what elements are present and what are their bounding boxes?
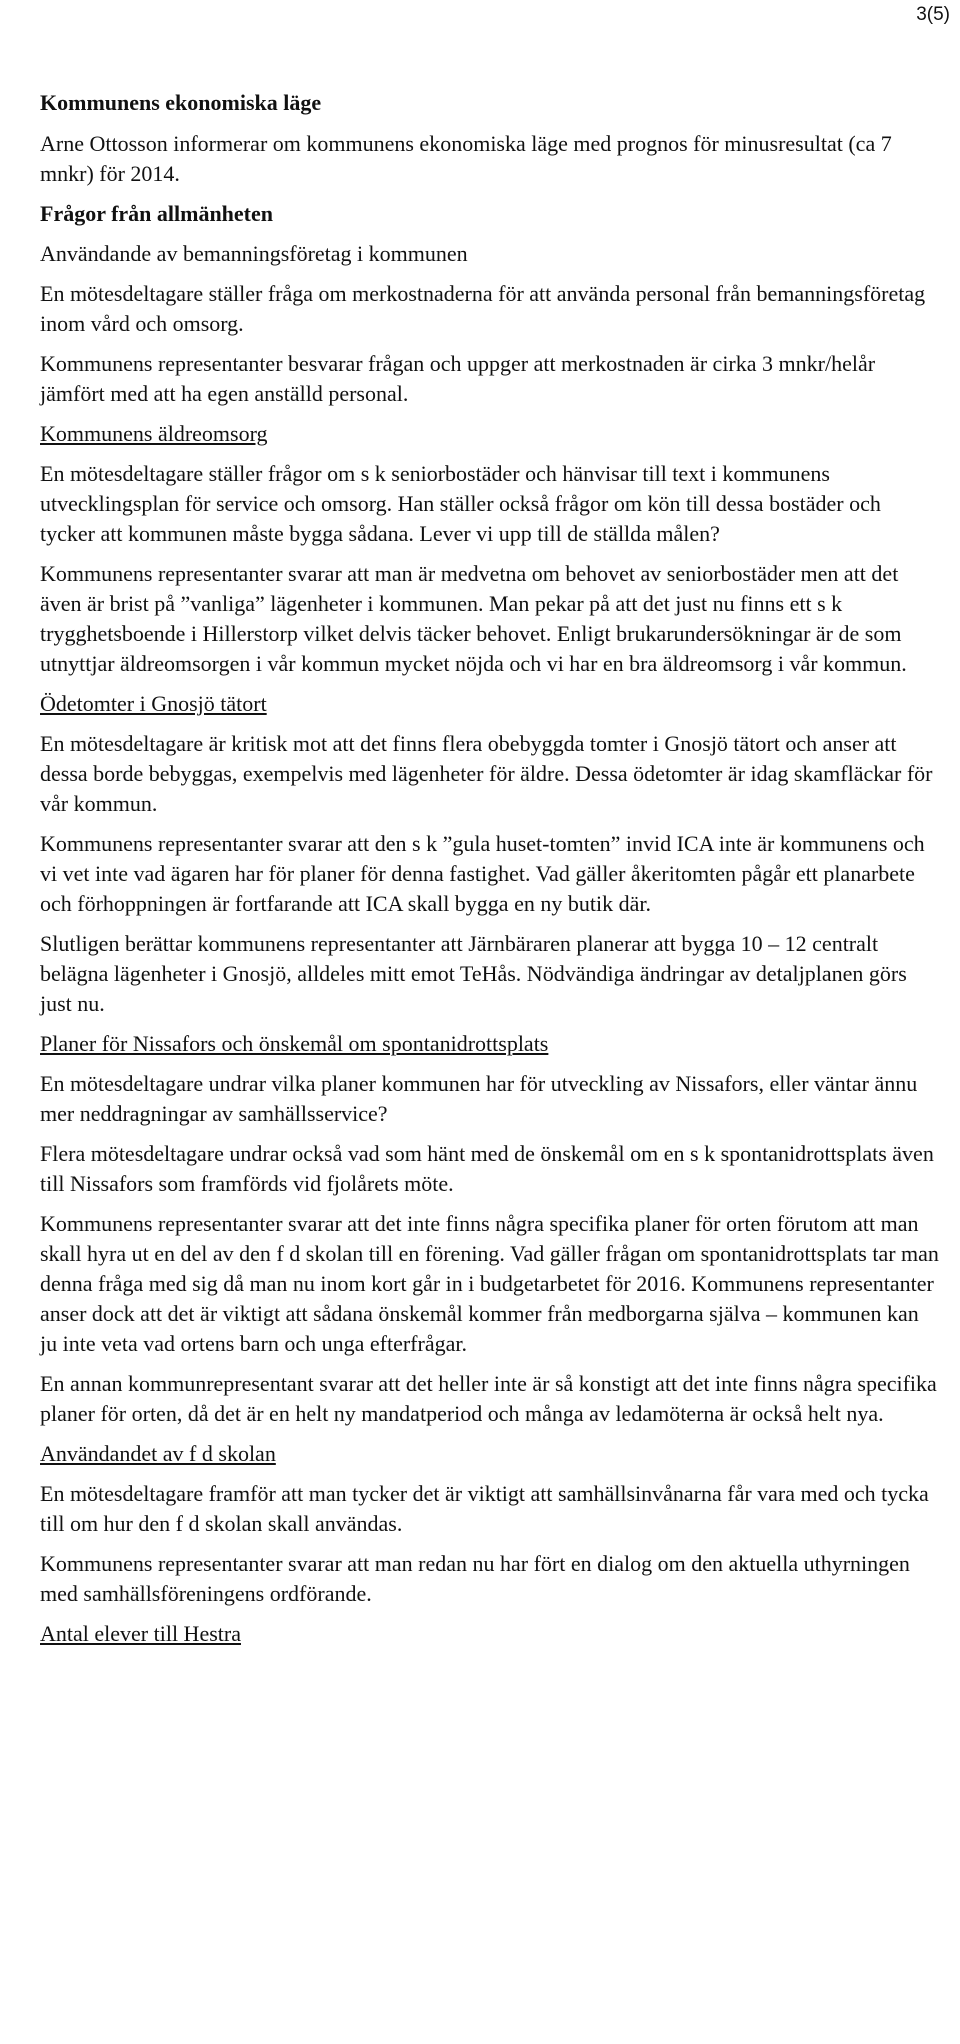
- paragraph: En mötesdeltagare ställer fråga om merkostnaderna för att använda personal från bemanningsföretag inom vård och omsorg.: [40, 281, 926, 336]
- section-heading-nissafors: Planer för Nissafors och önskemål om spontanidrottsplats: [40, 1031, 549, 1056]
- document-body: [40, 88, 940, 1649]
- paragraph: En mötesdeltagare är kritisk mot att det finns flera obebyggda tomter i Gnosjö tätort och anser att dessa borde bebyggas, exempelvis med lägenheter för äldre. Dessa ödetomter är idag skamfläckar för vår kommun.: [40, 731, 933, 816]
- paragraph: Kommunens representanter svarar att det inte finns några specifika planer för orten förutom att man skall hyra ut en del av den f d skolan till en förening. Vad gäller frågan om spontanidrottsplats tar man denna fråga med sig då man nu inom kort går in i budgetarbetet för 2016. Kommunens representanter anser dock att det är viktigt att sådana önskemål kommer från medborgarna själva – kommunen kan ju inte veta vad ortens barn och unga efterfrågar.: [40, 1211, 939, 1356]
- paragraph: En mötesdeltagare framför att man tycker det är viktigt att samhällsinvånarna får vara med och tycka till om hur den f d skolan skall användas.: [40, 1481, 929, 1536]
- subheading-bemanning: Användande av bemanningsföretag i kommunen: [40, 241, 468, 266]
- section-heading-aldreomsorg: Kommunens äldreomsorg: [40, 421, 268, 446]
- paragraph: Flera mötesdeltagare undrar också vad som hänt med de önskemål om en s k spontanidrottsplats även till Nissafors som framförds vid fjolårets möte.: [40, 1141, 934, 1196]
- page-number: 3(5): [916, 4, 950, 25]
- paragraph: En mötesdeltagare ställer frågor om s k seniorbostäder och hänvisar till text i kommunens utvecklingsplan för service och omsorg. Han ställer också frågor om kön till dessa bostäder och tycker att kommunen måste bygga sådana. Lever vi upp till de ställda målen?: [40, 461, 881, 546]
- section-heading-hestra: Antal elever till Hestra: [40, 1621, 241, 1646]
- paragraph: Kommunens representanter svarar att man redan nu har fört en dialog om den aktuella uthyrningen med samhällsföreningens ordförande.: [40, 1551, 910, 1606]
- paragraph: Arne Ottosson informerar om kommunens ekonomiska läge med prognos för minusresultat (ca 7 mnkr) för 2014.: [40, 131, 892, 186]
- section-heading-skolan: Användandet av f d skolan: [40, 1441, 276, 1466]
- paragraph: Kommunens representanter svarar att den s k ”gula huset-tomten” invid ICA inte är kommunens och vi vet inte vad ägaren har för planer för denna fastighet. Vad gäller åkeritomten pågår ett planarbete och förhoppningen är fortfarande att ICA skall bygga en ny butik där.: [40, 831, 925, 916]
- paragraph: Slutligen berättar kommunens representanter att Järnbäraren planerar att bygga 10 – 12 centralt belägna lägenheter i Gnosjö, alldeles mitt emot TeHås. Nödvändiga ändringar av detaljplanen görs just nu.: [40, 931, 907, 1016]
- paragraph: Kommunens representanter besvarar frågan och uppger att merkostnaden är cirka 3 mnkr/helår jämfört med att ha egen anställd personal.: [40, 351, 876, 406]
- section-heading-ekonomi: Kommunens ekonomiska läge: [40, 90, 322, 115]
- section-heading-odetomter: Ödetomter i Gnosjö tätort: [40, 691, 267, 716]
- paragraph: En annan kommunrepresentant svarar att det heller inte är så konstigt att det inte finns några specifika planer för orten, då det är en helt ny mandatperiod och många av ledamöterna är också helt nya.: [40, 1371, 937, 1426]
- paragraph: Kommunens representanter svarar att man är medvetna om behovet av seniorbostäder men att det även är brist på ”vanliga” lägenheter i kommunen. Man pekar på att det just nu finns ett s k trygghetsboende i Hillerstorp vilket delvis täcker behovet. Enligt brukarundersökningar är de som utnyttjar äldreomsorgen i vår kommun mycket nöjda och vi har en bra äldreomsorg i vår kommun.: [40, 561, 907, 676]
- section-heading-fragor: Frågor från allmänheten: [40, 201, 274, 226]
- paragraph: En mötesdeltagare undrar vilka planer kommunen har för utveckling av Nissafors, eller väntar ännu mer neddragningar av samhällsservice?: [40, 1071, 918, 1126]
